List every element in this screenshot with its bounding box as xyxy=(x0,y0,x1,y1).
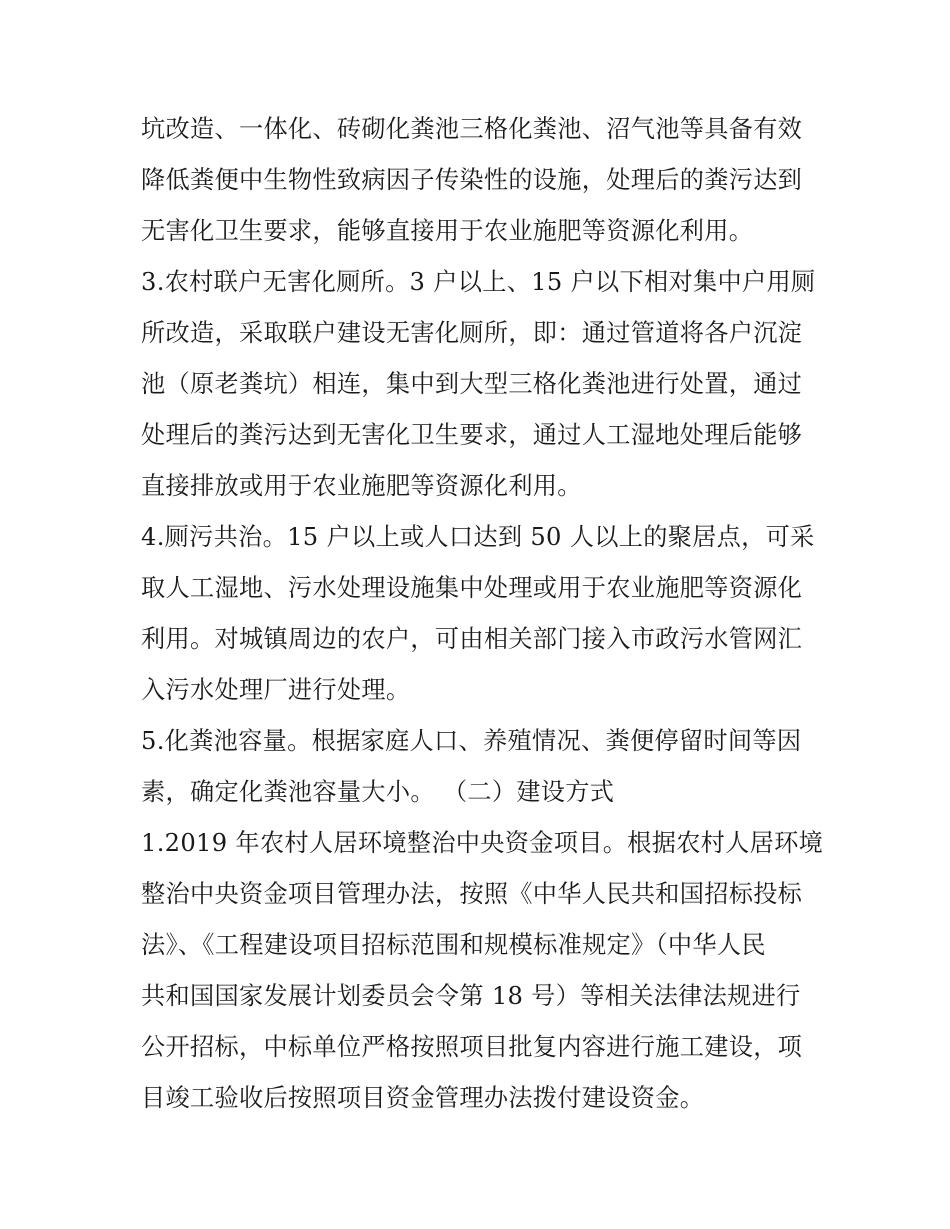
text-line: 坑改造、一体化、砖砌化粪池三格化粪池、沼气池等具备有效 xyxy=(141,115,803,143)
text-line: 5.化粪池容量。根据家庭人口、养殖情况、粪便停留时间等因 xyxy=(141,727,802,755)
body-text xyxy=(141,104,824,1124)
text-line: 入污水处理厂进行处理。 xyxy=(141,676,411,704)
text-line: 法》、《工程建设项目招标范围和规模标准规定》（中华人民 xyxy=(141,931,766,959)
text-line: 共和国国家发展计划委员会令第 18 号）等相关法律法规进行 xyxy=(141,982,801,1010)
text-line: 处理后的粪污达到无害化卫生要求，通过人工湿地处理后能够 xyxy=(141,421,803,449)
text-line: 池（原老粪坑）相连，集中到大型三格化粪池进行处置，通过 xyxy=(141,370,803,398)
text-line: 素，确定化粪池容量大小。 （二）建设方式 xyxy=(141,778,615,806)
text-line: 利用。对城镇周边的农户，可由相关部门接入市政污水管网汇 xyxy=(141,625,803,653)
text-line: 直接排放或用于农业施肥等资源化利用。 xyxy=(141,472,582,500)
text-line: 1.2019 年农村人居环境整治中央资金项目。根据农村人居环境 xyxy=(141,829,824,857)
text-line: 目竣工验收后按照项目资金管理办法拨付建设资金。 xyxy=(141,1084,705,1112)
text-line: 整治中央资金项目管理办法，按照《中华人民共和国招标投标 xyxy=(141,880,803,908)
text-line: 无害化卫生要求，能够直接用于农业施肥等资源化利用。 xyxy=(141,217,754,245)
text-line: 3.农村联户无害化厕所。3 户以上、15 户以下相对集中户用厕 xyxy=(141,268,816,296)
text-line: 公开招标，中标单位严格按照项目批复内容进行施工建设，项 xyxy=(141,1033,803,1061)
text-line: 所改造，采取联户建设无害化厕所，即：通过管道将各户沉淀 xyxy=(141,319,803,347)
text-line: 取人工湿地、污水处理设施集中处理或用于农业施肥等资源化 xyxy=(141,574,803,602)
text-line: 降低粪便中生物性致病因子传染性的设施，处理后的粪污达到 xyxy=(141,166,803,194)
text-line: 4.厕污共治。15 户以上或人口达到 50 人以上的聚居点，可采 xyxy=(141,523,815,551)
